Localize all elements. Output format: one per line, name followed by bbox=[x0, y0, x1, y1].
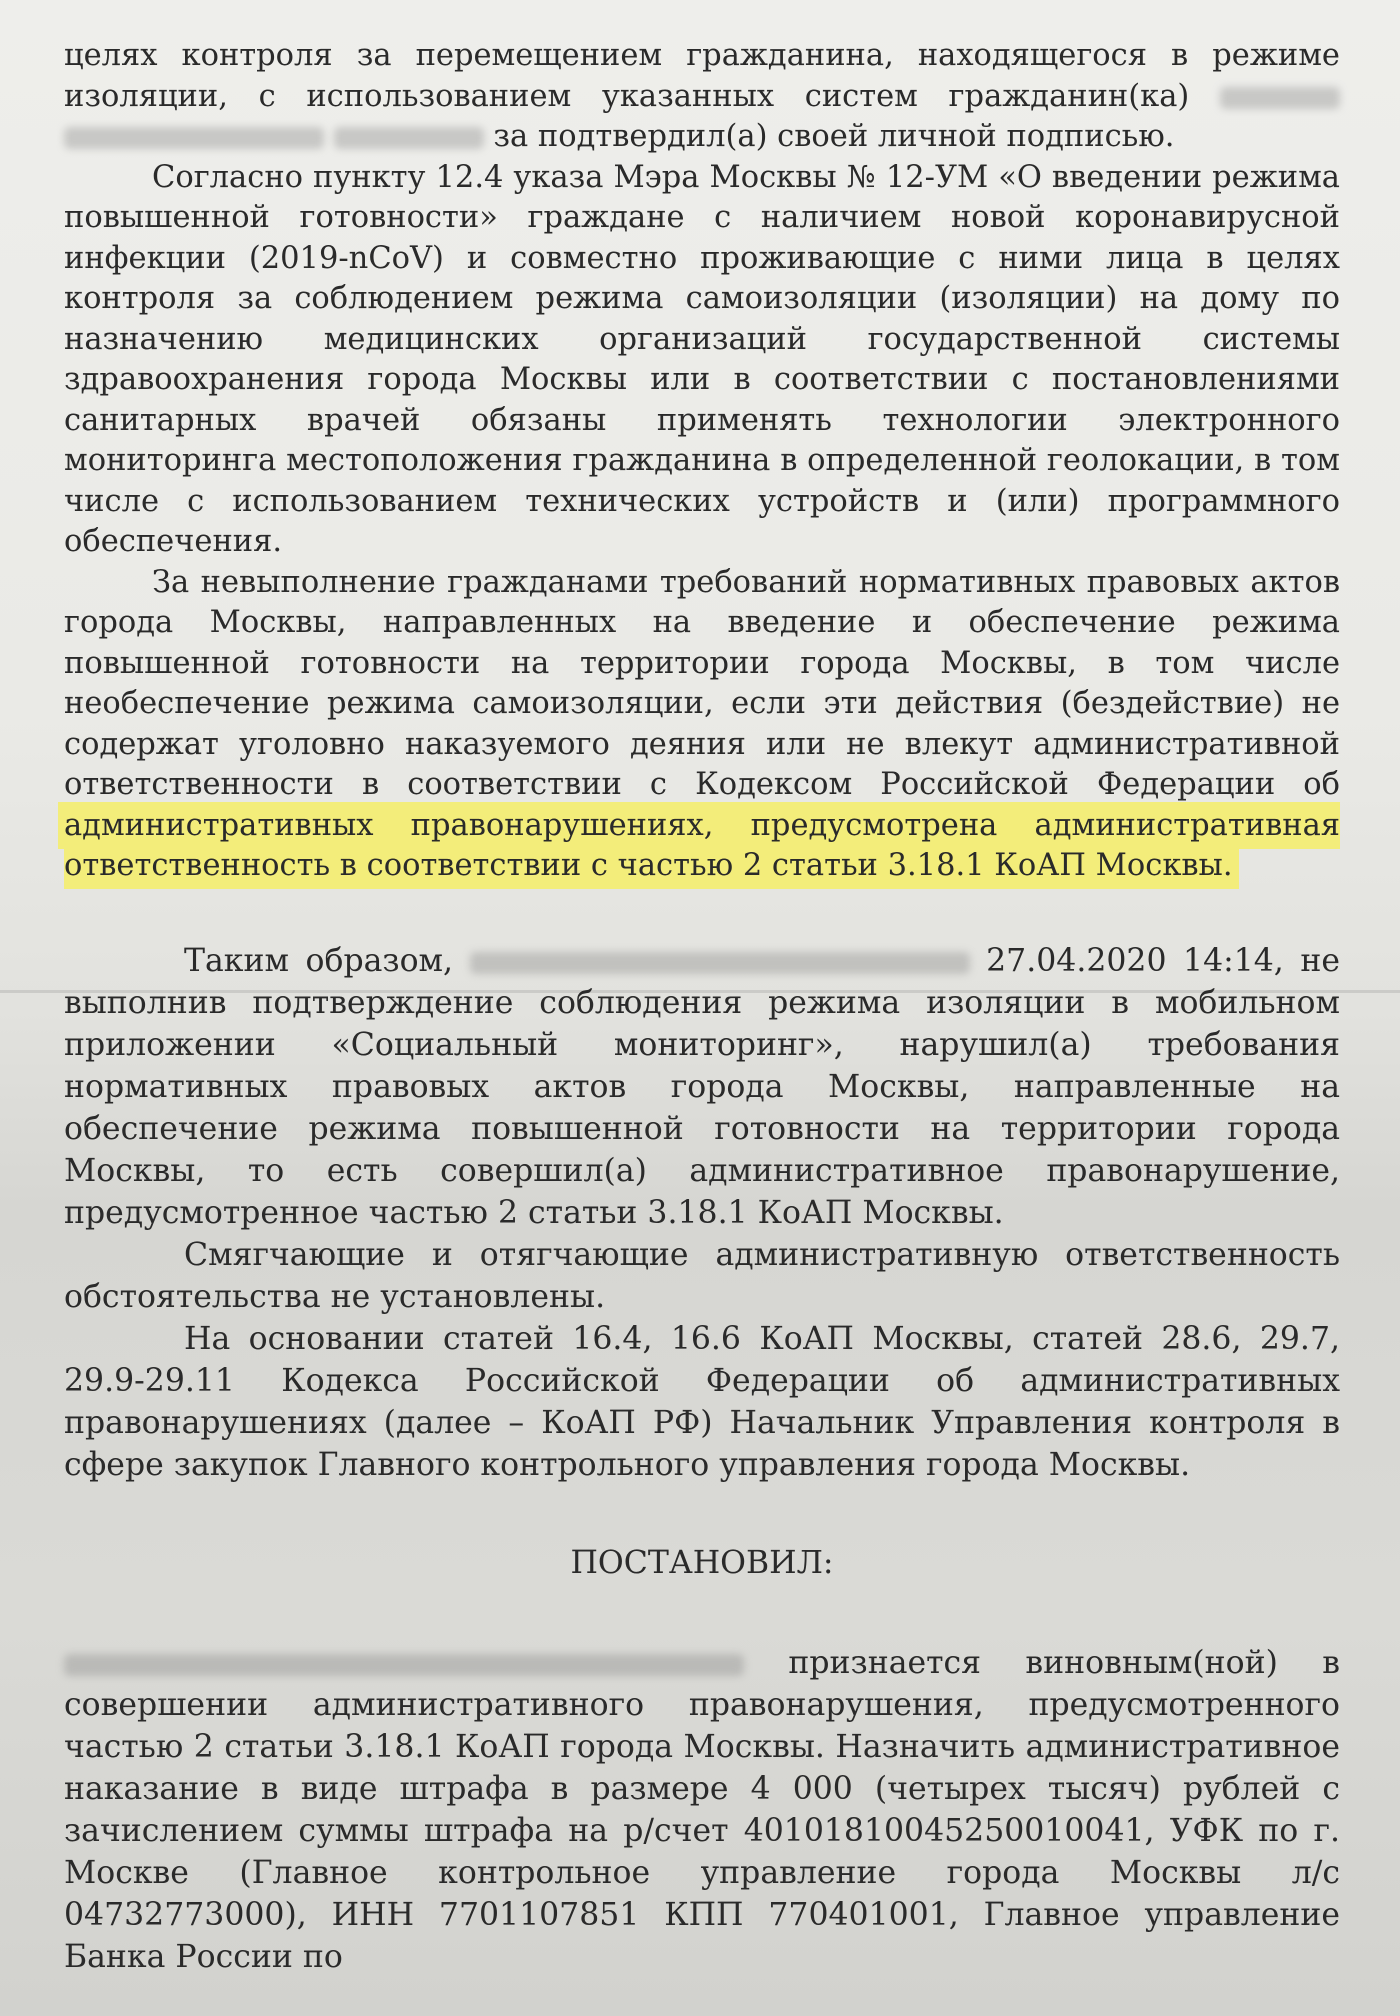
document-text-bottom bbox=[64, 940, 1340, 1978]
paragraph-1-end: за подтвердил(а) своей личной подписью. bbox=[493, 119, 1175, 154]
highlighted-text: административных правонарушениях, предусмотрена административная ответственность в соответствии с частью 2 статьи 3.18.1 КоАП Москвы. bbox=[64, 807, 1340, 883]
paragraph-7 bbox=[64, 1642, 1340, 1978]
paragraph-3-text: За невыполнение гражданами требований нормативных правовых актов города Москвы, направленных на введение и обеспечение режима повышенной готовности на территории города Москвы, в том числе необеспечение режима самоизоляции, если эти действия (бездействие) не содержат уголовно наказуемого деяния или не влекут административной ответственности в соответствии с Кодексом Российской Федерации об bbox=[64, 564, 1340, 802]
redacted-name-3 bbox=[334, 127, 484, 149]
decision-title: ПОСТАНОВИЛ: bbox=[570, 1545, 834, 1581]
paragraph-3 bbox=[64, 563, 1340, 887]
redacted-name-1 bbox=[1220, 87, 1340, 109]
redacted-name-2 bbox=[64, 127, 324, 149]
paragraph-7-text: признается виновным(ной) в совершении административного правонарушения, предусмотренного частью 2 статьи 3.18.1 КоАП города Москвы. Назначить административное наказание в виде штрафа в размере 4 000 (четырех тысяч) рублей с зачислением суммы штрафа на р/счет 40101810045250010041, УФК по г. Москве (Главное контрольное управление города Москвы л/с 04732773000), ИНН 7701107851 КПП 770401001, Главное управление Банка России по bbox=[64, 1645, 1341, 1975]
paragraph-1-start: целях контроля за перемещением гражданина, находящегося в режиме изоляции, с использованием указанных систем гражданин(ка) bbox=[64, 38, 1340, 114]
paragraph-5: Смягчающие и отягчающие административную ответственность обстоятельства не установлены. bbox=[64, 1237, 1340, 1315]
redacted-name-4 bbox=[470, 952, 970, 974]
paragraph-6: На основании статей 16.4, 16.6 КоАП Москвы, статей 28.6, 29.7, 29.9-29.11 Кодекса Российской Федерации об административных правонарушениях (далее – КоАП РФ) Начальник Управления контроля в сфере закупок Главного контрольного управления города Москвы. bbox=[64, 1321, 1340, 1483]
paragraph-4 bbox=[64, 940, 1340, 1234]
document-text-top bbox=[64, 36, 1340, 887]
redacted-name-5 bbox=[64, 1654, 744, 1676]
paragraph-1 bbox=[64, 36, 1340, 158]
paragraph-2: Согласно пункту 12.4 указа Мэра Москвы № 12-УМ «О введении режима повышенной готовности» граждане с наличием новой коронавирусной инфекции (2019-nCoV) и совместно проживающие с ними лица в целях контроля за соблюдением режима самоизоляции (изоляции) на дому по назначению медицинских организаций государственной системы здравоохранения города Москвы или в соответствии с постановлениями санитарных врачей обязаны применять технологии электронного мониторинга местоположения гражданина в определенной геолокации, в том числе с использованием технических устройств и (или) программного обеспечения. bbox=[64, 159, 1340, 559]
paragraph-4-rest: 27.04.2020 14:14, не выполнив подтверждение соблюдения режима изоляции в мобильном приложении «Социальный мониторинг», нарушил(а) требования нормативных правовых актов города Москвы, направленные на обеспечение режима повышенной готовности на территории города Москвы, то есть совершил(а) административное правонарушение, предусмотренное частью 2 статьи 3.18.1 КоАП Москвы. bbox=[64, 943, 1340, 1231]
paragraph-4-start: Таким образом, bbox=[184, 943, 454, 979]
